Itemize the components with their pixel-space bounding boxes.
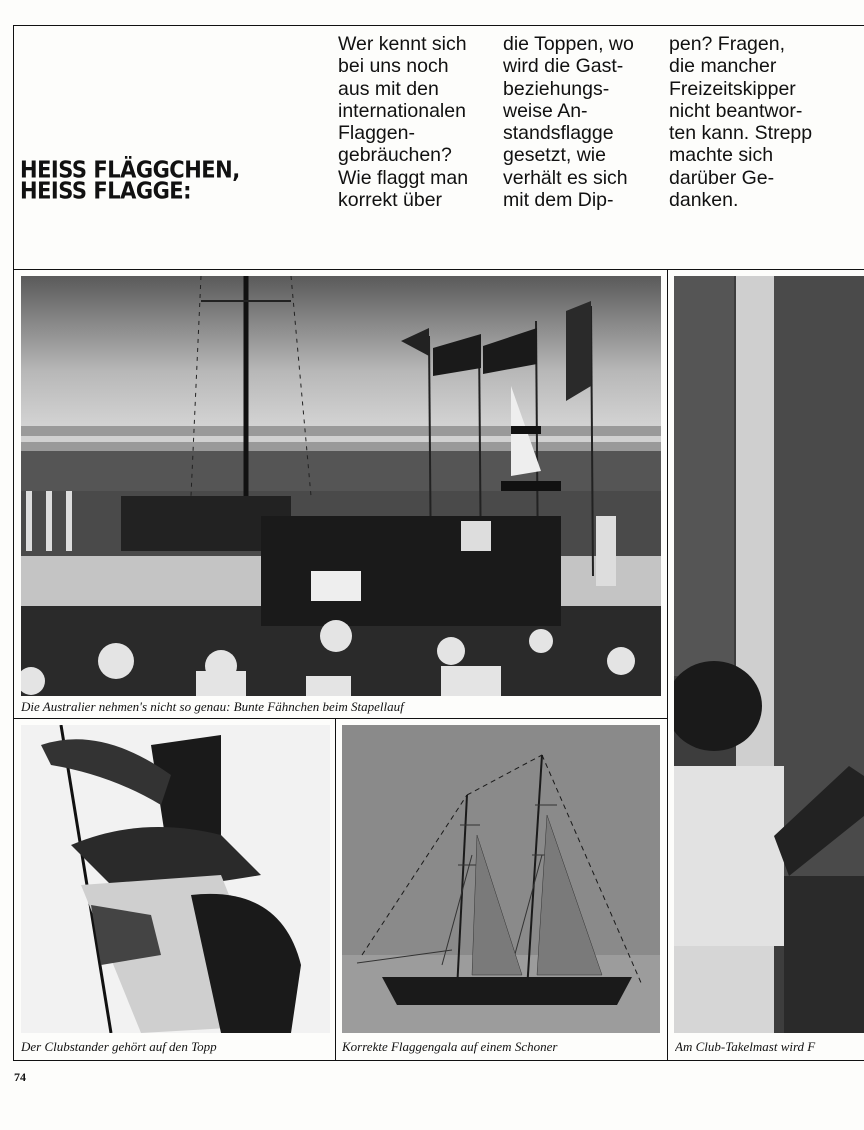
caption-australia: Die Australier nehmen's nicht so genau: Bunte Fähnchen beim Stapellauf [21,699,404,714]
caption-clubstander: Der Clubstander gehört auf den Topp [21,1039,217,1054]
photo-schooner-border [335,718,668,1061]
caption-takelmast: Am Club-Takelmast wird F [675,1039,816,1054]
page-number: 74 [14,1070,26,1084]
photo-clubstander-border [13,718,336,1061]
article-headline [20,156,320,204]
headline-line-2: HEISS FLAGGE: [20,177,192,204]
photo-takelmast-border [667,269,864,1061]
headline-line-1: HEISS FLÄGGCHEN, [20,156,240,184]
intro-column-1: Wer kennt sich bei uns noch aus mit den internationalen Flaggen- gebräuchen? Wie flaggt man korrekt über [338,33,469,212]
photo-australia-border [13,269,668,719]
caption-schooner: Korrekte Flaggengala auf einem Schoner [342,1039,558,1054]
intro-column-2: die Toppen, wo wird die Gast- beziehungs- weise An- standsflagge gesetzt, wie verhält es sich mit dem Dip- [503,33,634,212]
intro-column-3: pen? Fragen, die mancher Freizeitskipper nicht beantwor- ten kann. Strepp machte sich darüber Ge- danken. [669,33,813,212]
